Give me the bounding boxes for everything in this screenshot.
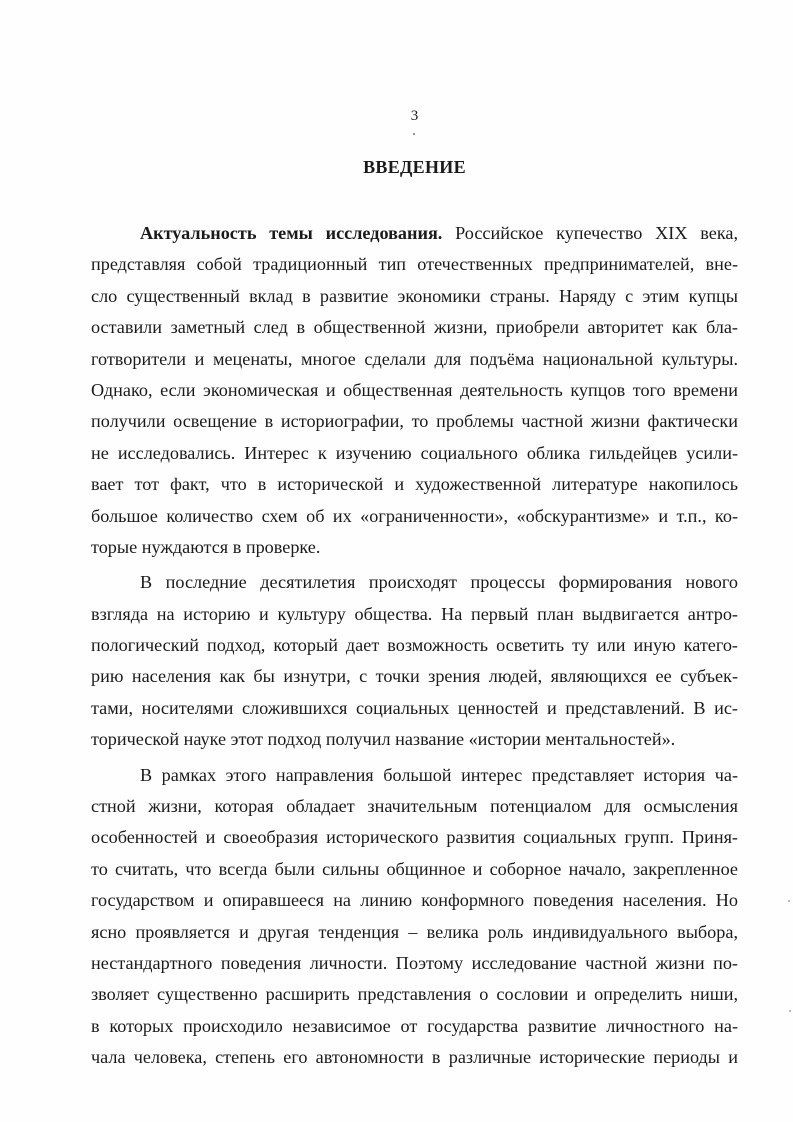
- paragraph-line: чала человека, степень его автономности в различные исторические периоды и: [91, 1047, 738, 1068]
- paragraph-line: тами, носителями сложившихся социальных ценностей и представлений. В ис-: [91, 697, 738, 718]
- paragraph-line: стной жизни, которая обладает значительным потенциалом для осмысления: [91, 796, 738, 817]
- paragraph-line: взгляда на историю и культуру общества. На первый план выдвигается антро-: [91, 603, 738, 624]
- paragraph-text: Российское купечество XIX века,: [442, 223, 739, 243]
- paragraph-line: торые нуждаются в проверке.: [91, 536, 321, 557]
- paragraph-lead-phrase: Актуальность темы исследования.: [140, 223, 443, 243]
- paragraph-line: большое количество схем об их «ограниченности», «обскурантизме» и т.п., ко-: [91, 505, 738, 526]
- paragraph-line: торической науке этот подход получил название «истории ментальностей».: [91, 729, 676, 750]
- paragraph-line: вает тот факт, что в исторической и художественной литературе накопилось: [91, 474, 738, 495]
- section-title: ВВЕДЕНИЕ: [363, 157, 466, 177]
- paragraph-line: представляя собой традиционный тип отечественных предпринимателей, вне-: [91, 254, 738, 275]
- scan-speck: [788, 900, 790, 902]
- scan-speck: [789, 1010, 791, 1012]
- paragraph-line: получили освещение в историографии, то проблемы частной жизни фактически: [91, 411, 738, 432]
- paragraph-line: готворители и меценаты, многое сделали для подъёма национальной культуры.: [91, 348, 738, 369]
- paragraph-line: нестандартного поведения личности. Поэтому исследование частной жизни по-: [91, 952, 738, 973]
- paragraph-line: особенностей и своеобразия исторического развития социальных групп. Приня-: [91, 827, 738, 848]
- paragraph-line: ясно проявляется и другая тенденция – велика роль индивидуального выбора,: [91, 921, 738, 942]
- paragraph-line: государством и опиравшееся на линию конформного поведения населения. Но: [91, 890, 738, 911]
- paragraph-line: в которых происходило независимое от государства развитие личностного на-: [91, 1015, 738, 1036]
- paragraph-line: рию населения как бы изнутри, с точки зрения людей, являющихся ее субъек-: [91, 666, 738, 687]
- paragraph-line: Однако, если экономическая и общественная деятельность купцов того времени: [91, 379, 738, 400]
- scan-speck: [413, 133, 415, 135]
- paragraph-line: оставили заметный след в общественной жизни, приобрели авторитет как бла-: [91, 317, 738, 338]
- paragraph-line: не исследовались. Интерес к изучению социального облика гильдейцев усили-: [91, 442, 738, 463]
- paragraph-1-line-1: [91, 218, 738, 249]
- paragraph-3-line-1: В рамках этого направления большой интерес представляет история ча-: [140, 764, 738, 785]
- paragraph-line: то считать, что всегда были сильны общинное и соборное начало, закрепленное: [91, 858, 738, 879]
- page-number: 3: [410, 108, 419, 124]
- paragraph-line: пологический подход, который дает возможность осветить ту или иную катего-: [91, 635, 738, 656]
- paragraph-2-line-1: В последние десятилетия происходят процессы формирования нового: [140, 572, 738, 593]
- body-text: [91, 218, 738, 1074]
- paragraph-line: зволяет существенно расширить представления о сословии и определить ниши,: [91, 984, 738, 1005]
- paragraph-line: сло существенный вклад в развитие экономики страны. Наряду с этим купцы: [91, 285, 738, 306]
